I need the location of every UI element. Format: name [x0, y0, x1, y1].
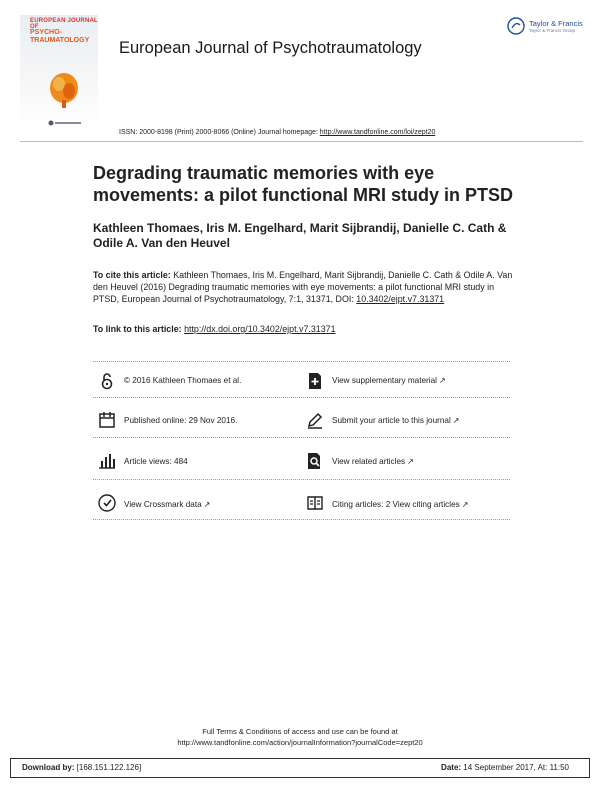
- bar-chart-icon: [98, 452, 116, 470]
- download-by-label: Download by:: [22, 763, 75, 772]
- publisher-logo-tagline: Taylor & Francis Group: [529, 28, 576, 33]
- external-link-icon: ↗: [438, 376, 446, 385]
- terms-line-1: Full Terms & Conditions of access and use can be found at: [202, 727, 398, 736]
- cover-title-line-1: EUROPEAN JOURNAL OF: [30, 18, 98, 30]
- download-by-value: [168.151.122.126]: [74, 763, 142, 772]
- publisher-logo-icon: [507, 17, 525, 35]
- article-doi-url-link[interactable]: http://dx.doi.org/10.3402/ejpt.v7.31371: [184, 324, 336, 334]
- journal-title: European Journal of Psychotraumatology: [119, 39, 422, 57]
- citation-label: To cite this article:: [93, 270, 171, 280]
- cover-title-psycho: PSYCHO-: [30, 29, 62, 36]
- submit-article-label: Submit your article to this journal: [332, 416, 451, 425]
- cover-title-traumatology: TRAUMATOLOGY: [30, 37, 90, 44]
- article-views: Article views: 484: [124, 457, 188, 466]
- journal-cover-thumbnail: [20, 15, 98, 130]
- article-authors: [93, 221, 533, 251]
- terms-link[interactable]: http://www.tandfonline.com/action/journalInformation?journalCode=zept20: [177, 738, 423, 747]
- meta-divider-bottom: [93, 519, 510, 520]
- calendar-icon: [98, 411, 116, 429]
- download-date-value: 14 September 2017, At: 11:50: [461, 763, 569, 772]
- download-by: [22, 763, 141, 772]
- citation-doi-link[interactable]: 10.3402/ejpt.v7.31371: [356, 293, 445, 304]
- related-articles-link[interactable]: [332, 457, 414, 466]
- article-title-line-2: movements: a pilot functional MRI study in PTSD: [93, 185, 514, 205]
- supplementary-material-label: View supplementary material: [332, 376, 437, 385]
- publisher-logo[interactable]: [507, 17, 587, 41]
- related-articles-label: View related articles: [332, 457, 406, 466]
- plus-document-icon[interactable]: [306, 372, 324, 390]
- brain-illustration: [48, 71, 80, 114]
- meta-divider-top: [93, 361, 510, 362]
- external-link-icon: ↗: [203, 500, 211, 509]
- link-label: To link to this article:: [93, 324, 185, 334]
- download-date-label: Date:: [441, 763, 462, 772]
- journal-homepage-link[interactable]: http://www.tandfonline.com/loi/zept20: [319, 129, 436, 136]
- citation-block: [93, 270, 518, 305]
- external-link-icon: ↗: [461, 500, 469, 509]
- external-link-icon: ↗: [452, 416, 460, 425]
- search-document-icon[interactable]: [306, 452, 324, 470]
- citing-articles-label: Citing articles: 2 View citing articles: [332, 500, 460, 509]
- submit-article-link[interactable]: [332, 416, 459, 425]
- external-link-icon: ↗: [407, 457, 414, 466]
- crossmark-icon[interactable]: [98, 494, 116, 512]
- crossmark-label: View Crossmark data: [124, 500, 202, 509]
- download-date: [441, 763, 569, 772]
- terms-notice: [0, 726, 600, 748]
- citing-articles-link[interactable]: [332, 500, 468, 509]
- meta-divider-1: [93, 397, 510, 398]
- authors-line-2: Odile A. Van den Heuvel: [93, 236, 230, 250]
- open-access-icon: [98, 372, 116, 390]
- meta-divider-2: [93, 437, 510, 438]
- copyright-notice: © 2016 Kathleen Thomaes et al.: [124, 376, 242, 385]
- article-link-line: [93, 324, 336, 334]
- article-title: [93, 162, 553, 206]
- published-date: Published online: 29 Nov 2016.: [124, 416, 238, 425]
- pencil-icon[interactable]: [306, 411, 324, 429]
- download-info-bar: [10, 758, 590, 778]
- issn-line: [119, 129, 435, 136]
- publisher-logo-name: Taylor & Francis: [529, 19, 583, 28]
- article-title-line-1: Degrading traumatic memories with eye: [93, 163, 435, 183]
- cover-publisher-mark: [48, 119, 82, 129]
- meta-divider-3: [93, 479, 510, 480]
- issn-text: ISSN: 2000-8198 (Print) 2000-8066 (Online) Journal homepage:: [119, 129, 320, 136]
- header-divider: [20, 141, 583, 142]
- supplementary-material-link[interactable]: [332, 376, 446, 385]
- citation-icon[interactable]: [306, 494, 324, 512]
- crossmark-link[interactable]: [124, 500, 210, 509]
- cover-title-line-2: [30, 29, 89, 45]
- citation-text: Kathleen Thomaes, Iris M. Engelhard, Marit Sijbrandij, Danielle C. Cath & Odile A. Van den Heuvel (2016) Degrading traumatic memories with eye movements: a pilot functional MRI study in PTSD, European Journal of Psychotraumatology, 7:1, 31371, DOI:: [93, 270, 513, 304]
- authors-line-1: Kathleen Thomaes, Iris M. Engelhard, Marit Sijbrandij, Danielle C. Cath &: [93, 221, 507, 235]
